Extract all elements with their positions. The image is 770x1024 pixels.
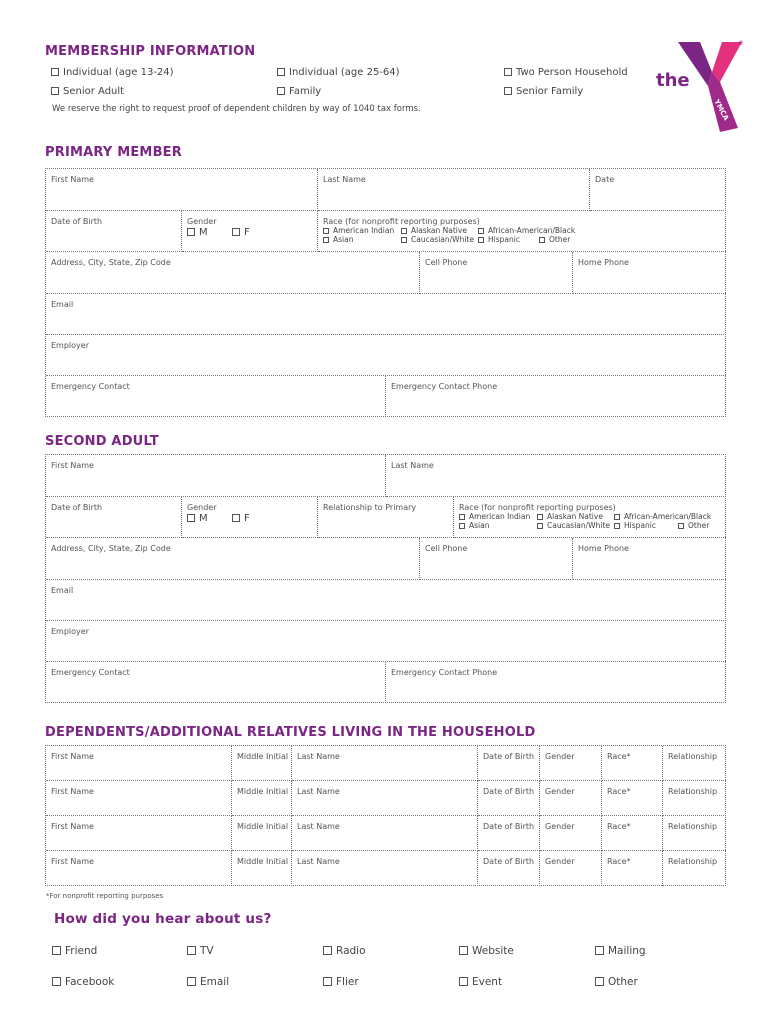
dependent-column-label: Relationship <box>668 822 718 831</box>
checkbox-icon[interactable] <box>678 523 684 529</box>
dependent-column-label: Race* <box>607 752 631 761</box>
second-emergency-phone-field[interactable]: Emergency Contact Phone <box>391 668 498 677</box>
checkbox-icon[interactable] <box>323 237 329 243</box>
dependent-2-middle-initial-field[interactable] <box>232 781 292 816</box>
second-relationship-field[interactable]: Relationship to Primary <box>318 497 454 538</box>
primary-gender-f[interactable]: F <box>232 227 250 238</box>
checkbox-icon[interactable] <box>323 977 332 986</box>
dependent-1-relationship-field[interactable] <box>663 746 726 781</box>
checkbox-icon[interactable] <box>539 237 545 243</box>
dependent-column-label: Date of Birth <box>483 752 535 761</box>
dependent-column-label: Gender <box>545 787 575 796</box>
checkbox-icon[interactable] <box>478 237 484 243</box>
hear-option-friend[interactable]: Friend <box>52 945 97 957</box>
primary-member-grid <box>45 168 726 417</box>
dependent-column-label: Last Name <box>297 857 340 866</box>
dependent-1-middle-initial-field[interactable] <box>232 746 292 781</box>
primary-address-field[interactable]: Address, City, State, Zip Code <box>46 252 420 294</box>
second-race-field: Race (for nonprofit reporting purposes) American Indian Alaskan Native African-American/Black Asian Caucasian/White Hispanic Other <box>454 497 726 538</box>
primary-last-name-field[interactable]: Last Name <box>318 169 590 211</box>
second-adult-grid <box>45 454 726 703</box>
primary-date-field[interactable]: Date <box>590 169 726 211</box>
second-gender-m[interactable]: M <box>187 513 208 524</box>
option-individual-25-64[interactable]: Individual (age 25-64) <box>277 67 400 78</box>
dependent-4-first-name-field[interactable] <box>46 851 232 886</box>
second-address-field[interactable]: Address, City, State, Zip Code <box>46 538 420 580</box>
checkbox-icon[interactable] <box>459 977 468 986</box>
checkbox-icon[interactable] <box>51 68 59 76</box>
checkbox-icon[interactable] <box>459 946 468 955</box>
membership-note: We reserve the right to request proof of dependent children by way of 1040 tax forms. <box>52 104 421 114</box>
checkbox-icon[interactable] <box>504 87 512 95</box>
dependent-3-race-field[interactable] <box>602 816 663 851</box>
checkbox-icon[interactable] <box>52 946 61 955</box>
ymca-logo <box>650 38 750 134</box>
dependent-1-gender-field[interactable] <box>540 746 602 781</box>
option-family[interactable]: Family <box>277 86 321 97</box>
dependent-column-label: Gender <box>545 752 575 761</box>
checkbox-icon[interactable] <box>401 237 407 243</box>
second-email-field[interactable]: Email <box>46 580 726 621</box>
checkbox-icon[interactable] <box>232 514 240 522</box>
hear-option-website[interactable]: Website <box>459 945 514 957</box>
second-dob-field[interactable]: Date of Birth <box>46 497 182 538</box>
hear-option-email[interactable]: Email <box>187 976 229 988</box>
dependent-2-gender-field[interactable] <box>540 781 602 816</box>
dependent-2-relationship-field[interactable] <box>663 781 726 816</box>
checkbox-icon[interactable] <box>323 228 329 234</box>
checkbox-icon[interactable] <box>323 946 332 955</box>
dependents-grid <box>45 745 726 886</box>
dependent-1-race-field[interactable] <box>602 746 663 781</box>
second-last-name-field[interactable]: Last Name <box>386 455 726 497</box>
second-title: SECOND ADULT <box>45 434 159 449</box>
dependent-2-first-name-field[interactable] <box>46 781 232 816</box>
dependent-2-race-field[interactable] <box>602 781 663 816</box>
dependents-title: DEPENDENTS/ADDITIONAL RELATIVES LIVING IN THE HOUSEHOLD <box>45 725 536 740</box>
second-home-phone-field[interactable]: Home Phone <box>573 538 726 580</box>
checkbox-icon[interactable] <box>595 946 604 955</box>
second-first-name-field[interactable]: First Name <box>46 455 386 497</box>
dependent-column-label: Last Name <box>297 787 340 796</box>
checkbox-icon[interactable] <box>277 68 285 76</box>
hear-option-flier[interactable]: Flier <box>323 976 359 988</box>
primary-gender-m[interactable]: M <box>187 227 208 238</box>
option-individual-13-24[interactable]: Individual (age 13-24) <box>51 67 174 78</box>
dependent-4-middle-initial-field[interactable] <box>232 851 292 886</box>
checkbox-icon[interactable] <box>478 228 484 234</box>
checkbox-icon[interactable] <box>187 946 196 955</box>
hear-option-facebook[interactable]: Facebook <box>52 976 114 988</box>
dependent-column-label: First Name <box>51 857 94 866</box>
hear-title: How did you hear about us? <box>54 911 272 927</box>
checkbox-icon[interactable] <box>187 228 195 236</box>
dependent-3-dob-field[interactable] <box>478 816 540 851</box>
dependent-column-label: Race* <box>607 857 631 866</box>
dependent-4-relationship-field[interactable] <box>663 851 726 886</box>
dependent-4-gender-field[interactable] <box>540 851 602 886</box>
checkbox-icon[interactable] <box>537 514 543 520</box>
dependent-3-relationship-field[interactable] <box>663 816 726 851</box>
primary-race-african-american[interactable]: African-American/Black <box>478 226 575 235</box>
dependent-column-label: Date of Birth <box>483 787 535 796</box>
dependent-column-label: Middle Initial <box>237 857 289 866</box>
checkbox-icon[interactable] <box>595 977 604 986</box>
second-race-african-american[interactable]: African-American/Black <box>614 512 711 521</box>
dependent-2-last-name-field[interactable] <box>292 781 478 816</box>
primary-race-hispanic[interactable]: Hispanic <box>478 235 520 244</box>
dependent-4-dob-field[interactable] <box>478 851 540 886</box>
dependent-column-label: Relationship <box>668 787 718 796</box>
dependent-column-label: Relationship <box>668 857 718 866</box>
primary-first-name-field[interactable]: First Name <box>46 169 318 211</box>
dependent-1-last-name-field[interactable] <box>292 746 478 781</box>
second-cell-phone-field[interactable]: Cell Phone <box>420 538 573 580</box>
hear-option-tv[interactable]: TV <box>187 945 214 957</box>
dependent-4-last-name-field[interactable] <box>292 851 478 886</box>
dependent-column-label: First Name <box>51 752 94 761</box>
dependent-1-first-name-field[interactable] <box>46 746 232 781</box>
second-emergency-contact-field[interactable]: Emergency Contact <box>46 662 386 703</box>
second-gender-field: Gender M F <box>182 497 318 538</box>
dependent-column-label: Middle Initial <box>237 787 289 796</box>
hear-option-mailing[interactable]: Mailing <box>595 945 646 957</box>
hear-option-radio[interactable]: Radio <box>323 945 366 957</box>
dependent-3-first-name-field[interactable] <box>46 816 232 851</box>
checkbox-icon[interactable] <box>537 523 543 529</box>
dependent-column-label: Race* <box>607 787 631 796</box>
primary-emergency-phone-field[interactable]: Emergency Contact Phone <box>391 382 498 391</box>
dependent-column-label: Relationship <box>668 752 718 761</box>
primary-race-asian[interactable]: Asian <box>323 235 353 244</box>
primary-race-american-indian[interactable]: American Indian <box>323 226 394 235</box>
checkbox-icon[interactable] <box>504 68 512 76</box>
second-race-american-indian[interactable]: American Indian <box>459 512 530 521</box>
second-race-alaskan-native[interactable]: Alaskan Native <box>537 512 603 521</box>
checkbox-icon[interactable] <box>51 87 59 95</box>
checkbox-icon[interactable] <box>614 514 620 520</box>
second-race-other[interactable]: Other <box>678 521 709 530</box>
primary-cell-phone-field[interactable]: Cell Phone <box>420 252 573 294</box>
hear-option-other[interactable]: Other <box>595 976 638 988</box>
checkbox-icon[interactable] <box>187 514 195 522</box>
dependent-column-label: Gender <box>545 857 575 866</box>
dependent-column-label: Last Name <box>297 752 340 761</box>
primary-race-other[interactable]: Other <box>539 235 570 244</box>
dependent-1-dob-field[interactable] <box>478 746 540 781</box>
dependent-3-gender-field[interactable] <box>540 816 602 851</box>
primary-dob-field[interactable]: Date of Birth <box>46 211 182 252</box>
second-employer-field[interactable]: Employer <box>46 621 726 662</box>
dependent-column-label: Race* <box>607 822 631 831</box>
dependent-column-label: Last Name <box>297 822 340 831</box>
checkbox-icon[interactable] <box>277 87 285 95</box>
hear-option-event[interactable]: Event <box>459 976 502 988</box>
option-senior-adult[interactable]: Senior Adult <box>51 86 124 97</box>
dependent-3-middle-initial-field[interactable] <box>232 816 292 851</box>
primary-race-field: Race (for nonprofit reporting purposes) American Indian Alaskan Native African-American/Black Asian Caucasian/White Hispanic Other <box>318 211 726 252</box>
logo-ymca-text: YMCA <box>712 98 731 122</box>
primary-gender-field: Gender M F <box>182 211 318 252</box>
dependent-column-label: First Name <box>51 822 94 831</box>
primary-home-phone-field[interactable]: Home Phone <box>573 252 726 294</box>
membership-title: MEMBERSHIP INFORMATION <box>45 44 256 59</box>
dependent-4-race-field[interactable] <box>602 851 663 886</box>
dependent-column-label: Middle Initial <box>237 752 289 761</box>
primary-email-field[interactable]: Email <box>46 294 726 335</box>
option-two-person-household[interactable]: Two Person Household <box>504 67 628 78</box>
dependent-column-label: Gender <box>545 822 575 831</box>
primary-emergency-contact-field[interactable]: Emergency Contact <box>46 376 386 417</box>
checkbox-icon[interactable] <box>401 228 407 234</box>
second-race-caucasian[interactable]: Caucasian/White <box>537 521 610 530</box>
second-race-hispanic[interactable]: Hispanic <box>614 521 656 530</box>
checkbox-icon[interactable] <box>232 228 240 236</box>
logo-registered-mark: ® <box>738 40 744 47</box>
dependent-column-label: First Name <box>51 787 94 796</box>
primary-title: PRIMARY MEMBER <box>45 145 182 160</box>
primary-employer-field[interactable]: Employer <box>46 335 726 376</box>
checkbox-icon[interactable] <box>614 523 620 529</box>
dependent-column-label: Date of Birth <box>483 857 535 866</box>
primary-race-alaskan-native[interactable]: Alaskan Native <box>401 226 467 235</box>
dependent-column-label: Middle Initial <box>237 822 289 831</box>
second-race-asian[interactable]: Asian <box>459 521 489 530</box>
second-gender-f[interactable]: F <box>232 513 250 524</box>
dependent-3-last-name-field[interactable] <box>292 816 478 851</box>
logo-the-text: the <box>656 70 690 91</box>
dependent-column-label: Date of Birth <box>483 822 535 831</box>
option-senior-family[interactable]: Senior Family <box>504 86 583 97</box>
checkbox-icon[interactable] <box>459 523 465 529</box>
checkbox-icon[interactable] <box>52 977 61 986</box>
checkbox-icon[interactable] <box>459 514 465 520</box>
primary-race-caucasian[interactable]: Caucasian/White <box>401 235 474 244</box>
checkbox-icon[interactable] <box>187 977 196 986</box>
dependents-footnote: *For nonprofit reporting purposes <box>46 892 164 900</box>
dependent-2-dob-field[interactable] <box>478 781 540 816</box>
